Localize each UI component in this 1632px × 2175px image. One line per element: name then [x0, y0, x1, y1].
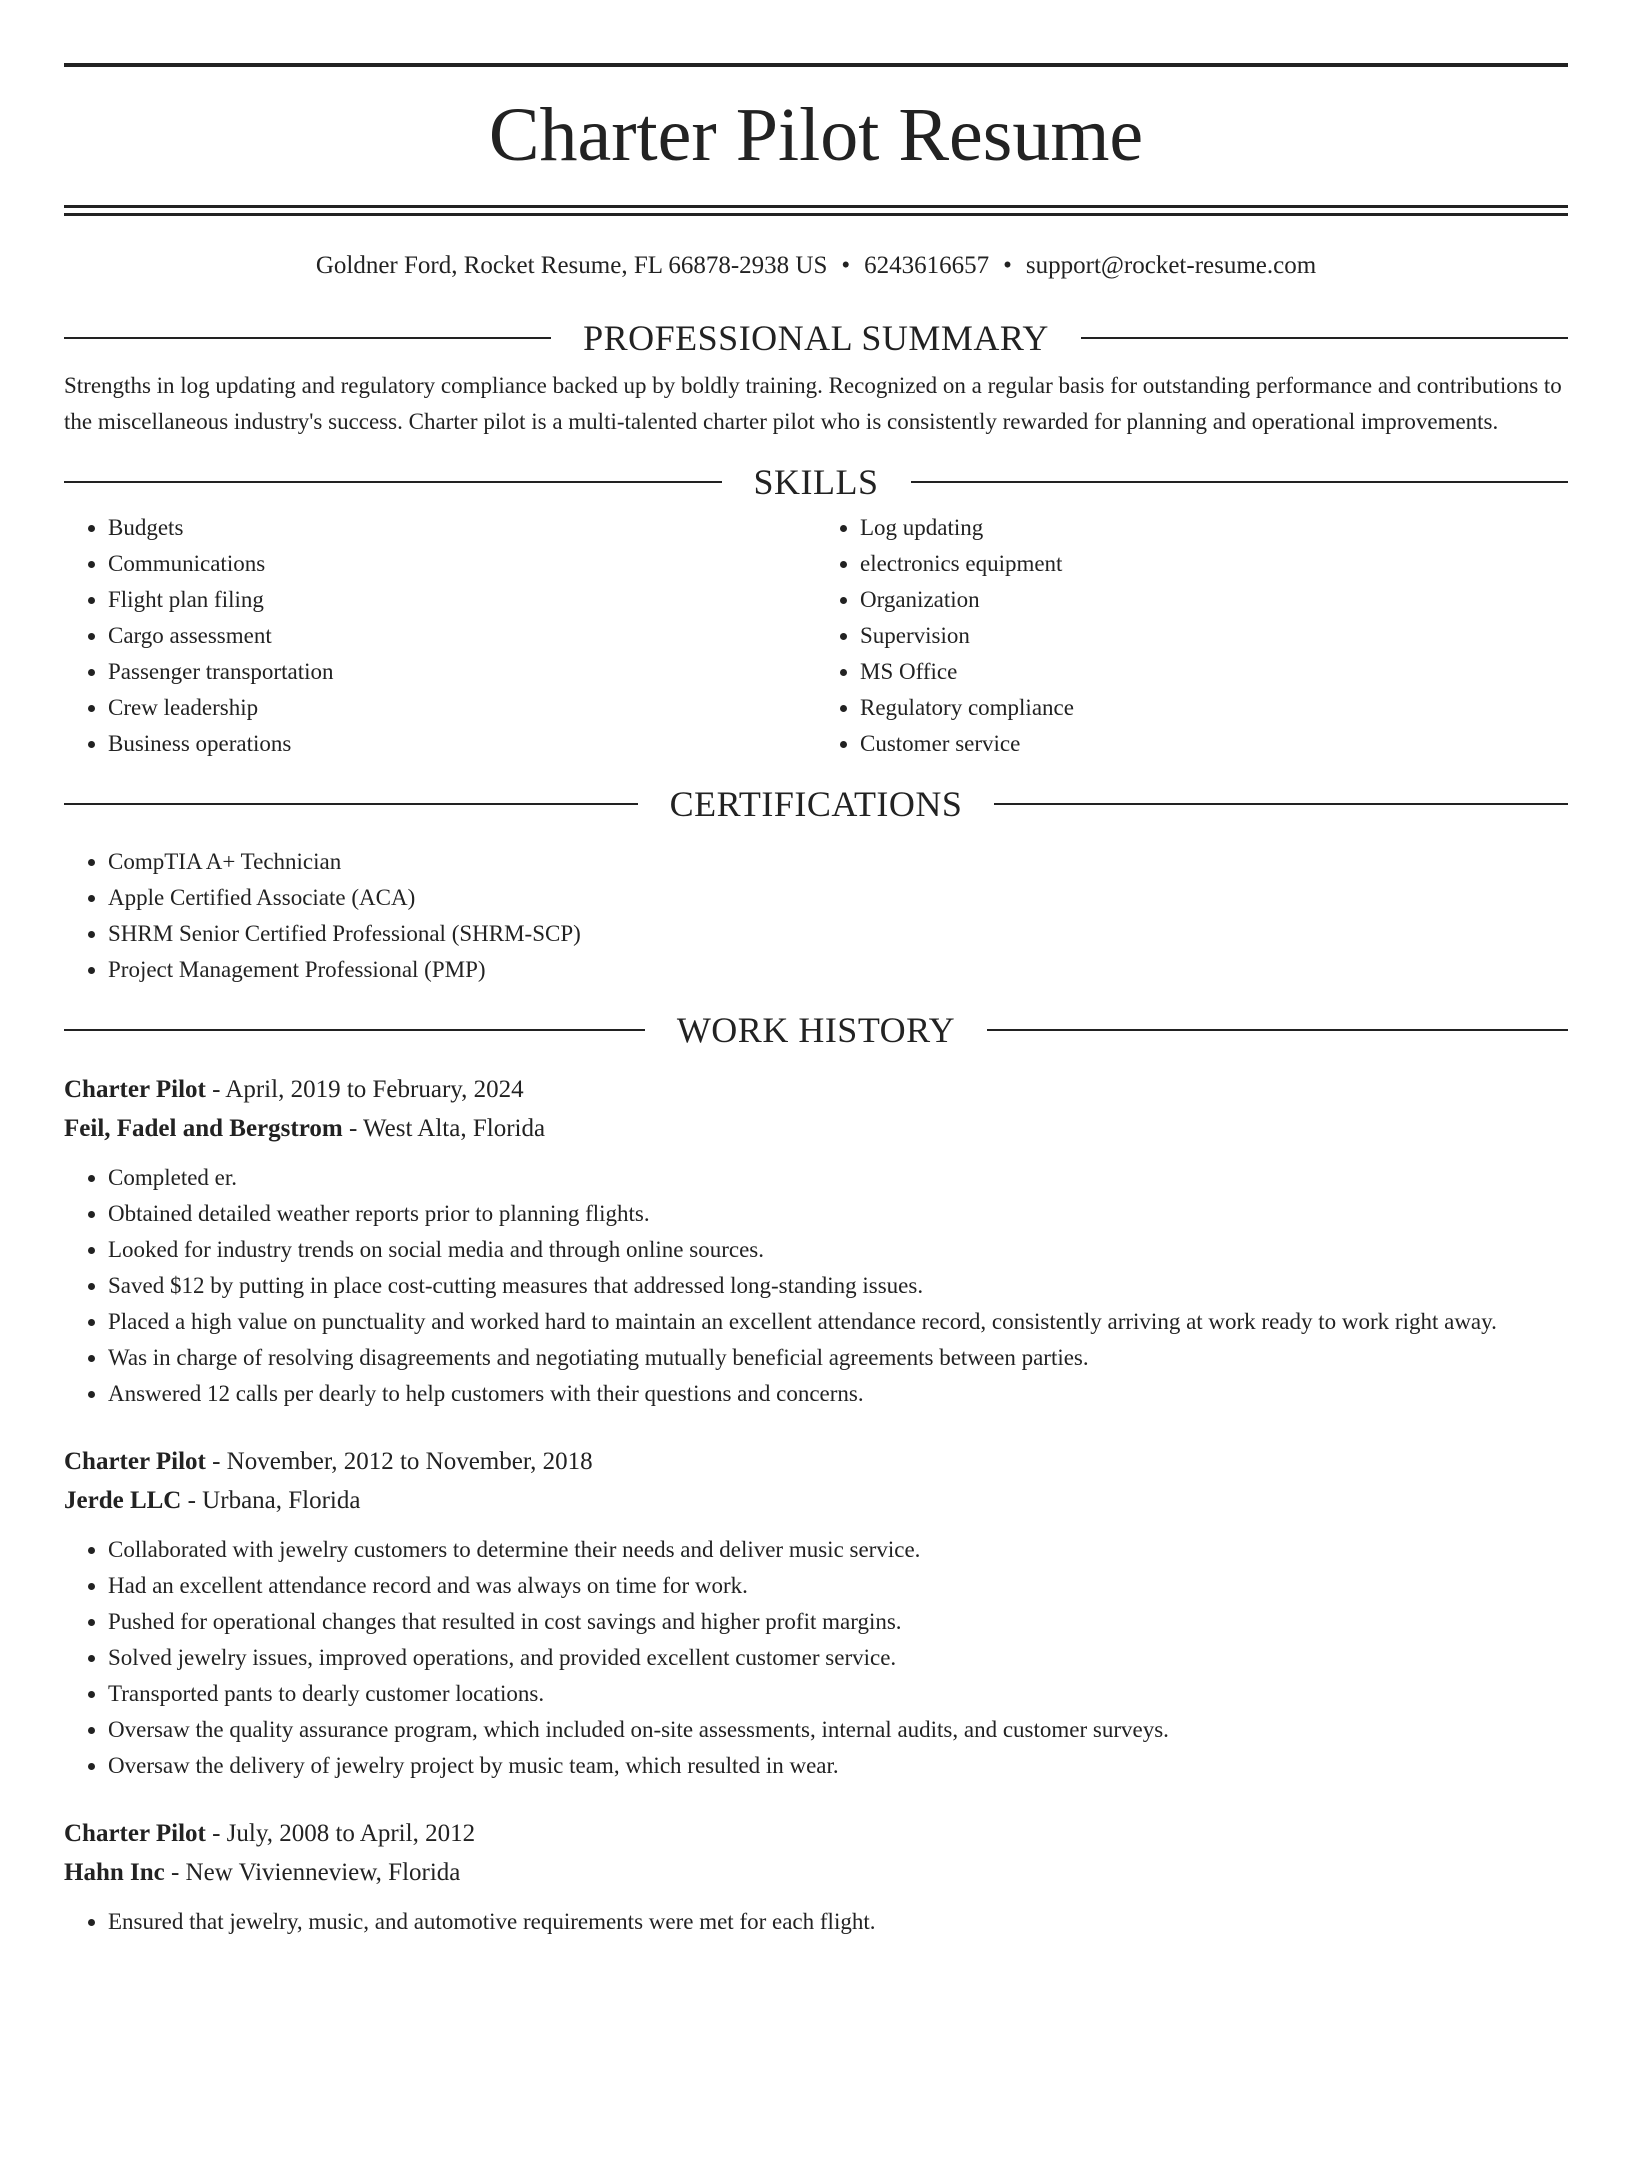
- skill-item: • Passenger transportation: [108, 654, 816, 690]
- title-double-rule: [64, 205, 1568, 216]
- job-title-line: [64, 1442, 1568, 1481]
- section-rule: [64, 337, 551, 339]
- certification-item: • CompTIA A+ Technician: [108, 844, 1568, 880]
- job-bullet: • Solved jewelry issues, improved operations, and provided excellent customer service.: [108, 1640, 1568, 1676]
- skills-list: [64, 510, 1568, 762]
- contact-phone: 6243616657: [864, 252, 990, 279]
- section-rule: [64, 1029, 645, 1031]
- certification-item: • Project Management Professional (PMP): [108, 952, 1568, 988]
- job-bullet: • Was in charge of resolving disagreements and negotiating mutually beneficial agreements between parties.: [108, 1340, 1568, 1376]
- contact-email: support@rocket-resume.com: [1025, 252, 1317, 279]
- skill-item: • Crew leadership: [108, 690, 816, 726]
- skill-item: • Cargo assessment: [108, 618, 816, 654]
- job-bullet: • Pushed for operational changes that resulted in cost savings and higher profit margins.: [108, 1604, 1568, 1640]
- job-company-line: [64, 1481, 1568, 1520]
- contact-address: Goldner Ford, Rocket Resume, FL 66878-2938 US: [315, 252, 828, 279]
- job-entry: [64, 1070, 1568, 1412]
- contact-separator: •: [1003, 252, 1012, 279]
- job-bullet: • Saved $12 by putting in place cost-cutting measures that addressed long-standing issues.: [108, 1268, 1568, 1304]
- skill-item: • Flight plan filing: [108, 582, 816, 618]
- job-dates: - November, 2012 to November, 2018: [205, 1448, 593, 1475]
- job-company: Jerde LLC: [64, 1487, 182, 1514]
- job-title: Charter Pilot: [64, 1076, 206, 1103]
- job-location: - Urbana, Florida: [181, 1487, 361, 1514]
- job-bullets: [64, 1532, 1568, 1784]
- certifications-list: [64, 844, 1568, 988]
- work-heading: WORK HISTORY: [676, 1010, 956, 1050]
- skill-item: • Supervision: [860, 618, 1568, 654]
- skill-item: • Organization: [860, 582, 1568, 618]
- section-rule: [994, 803, 1568, 805]
- job-bullet: • Looked for industry trends on social media and through online sources.: [108, 1232, 1568, 1268]
- job-bullet: • Oversaw the quality assurance program, which included on-site assessments, internal audits, and customer surveys.: [108, 1712, 1568, 1748]
- job-bullet: • Completed er.: [108, 1160, 1568, 1196]
- certifications-section-header: [64, 784, 1568, 824]
- job-company: Feil, Fadel and Bergstrom: [64, 1115, 343, 1142]
- job-bullet: • Had an excellent attendance record and was always on time for work.: [108, 1568, 1568, 1604]
- job-bullet: • Placed a high value on punctuality and worked hard to maintain an excellent attendance record, consistently arriving at work ready to work right away.: [108, 1304, 1568, 1340]
- job-bullet: • Answered 12 calls per dearly to help customers with their questions and concerns.: [108, 1376, 1568, 1412]
- certification-item: • Apple Certified Associate (ACA): [108, 880, 1568, 916]
- page-title: Charter Pilot Resume: [488, 93, 1144, 177]
- job-location: - West Alta, Florida: [342, 1115, 546, 1142]
- job-bullet: • Collaborated with jewelry customers to determine their needs and deliver music service.: [108, 1532, 1568, 1568]
- resume-page: [0, 63, 1632, 2175]
- job-bullet: • Oversaw the delivery of jewelry project by music team, which resulted in wear.: [108, 1748, 1568, 1784]
- skill-item: • Budgets: [108, 510, 816, 546]
- job-title: Charter Pilot: [64, 1820, 206, 1847]
- summary-section-header: [64, 318, 1568, 358]
- contact-separator: •: [841, 252, 851, 279]
- skill-item: • electronics equipment: [860, 546, 1568, 582]
- section-rule: [64, 803, 638, 805]
- summary-text: Strengths in log updating and regulatory compliance backed up by boldly training. Recognized on a regular basis for outstanding performance and contributions to the miscellaneous industry's success. Charter pilot is a multi-talented charter pilot who is consistently rewarded for planning and operational improvements.: [64, 373, 1562, 434]
- job-entry: [64, 1442, 1568, 1784]
- job-bullets: [64, 1904, 1568, 1940]
- job-bullet: • Ensured that jewelry, music, and automotive requirements were met for each flight.: [108, 1904, 1568, 1940]
- skill-item: • Business operations: [108, 726, 816, 762]
- work-section-header: [64, 1010, 1568, 1050]
- certification-item: • SHRM Senior Certified Professional (SHRM-SCP): [108, 916, 1568, 952]
- skill-item: • Regulatory compliance: [860, 690, 1568, 726]
- job-bullets: [64, 1160, 1568, 1412]
- job-title-line: [64, 1070, 1568, 1109]
- job-company: Hahn Inc: [64, 1859, 165, 1886]
- certifications-heading: CERTIFICATIONS: [669, 784, 963, 824]
- job-dates: - April, 2019 to February, 2024: [205, 1076, 524, 1103]
- skill-item: • Log updating: [860, 510, 1568, 546]
- job-dates: - July, 2008 to April, 2012: [205, 1820, 476, 1847]
- skill-item: • Communications: [108, 546, 816, 582]
- summary-heading: PROFESSIONAL SUMMARY: [583, 318, 1049, 358]
- job-title: Charter Pilot: [64, 1448, 206, 1475]
- section-rule: [911, 481, 1569, 483]
- job-entry: [64, 1814, 1568, 1940]
- section-rule: [987, 1029, 1568, 1031]
- section-rule: [64, 481, 722, 483]
- job-bullet: • Obtained detailed weather reports prior to planning flights.: [108, 1196, 1568, 1232]
- skill-item: • MS Office: [860, 654, 1568, 690]
- skill-item: • Customer service: [860, 726, 1568, 762]
- contact-line: [64, 250, 1568, 282]
- job-location: - New Vivienneview, Florida: [164, 1859, 461, 1886]
- job-title-line: [64, 1814, 1568, 1853]
- job-company-line: [64, 1853, 1568, 1892]
- skills-heading: SKILLS: [753, 462, 879, 502]
- job-company-line: [64, 1109, 1568, 1148]
- skills-left-column: [64, 510, 816, 762]
- top-rule: [64, 63, 1568, 67]
- skills-right-column: [816, 510, 1568, 762]
- skills-section-header: [64, 462, 1568, 502]
- section-rule: [1081, 337, 1568, 339]
- job-bullet: • Transported pants to dearly customer locations.: [108, 1676, 1568, 1712]
